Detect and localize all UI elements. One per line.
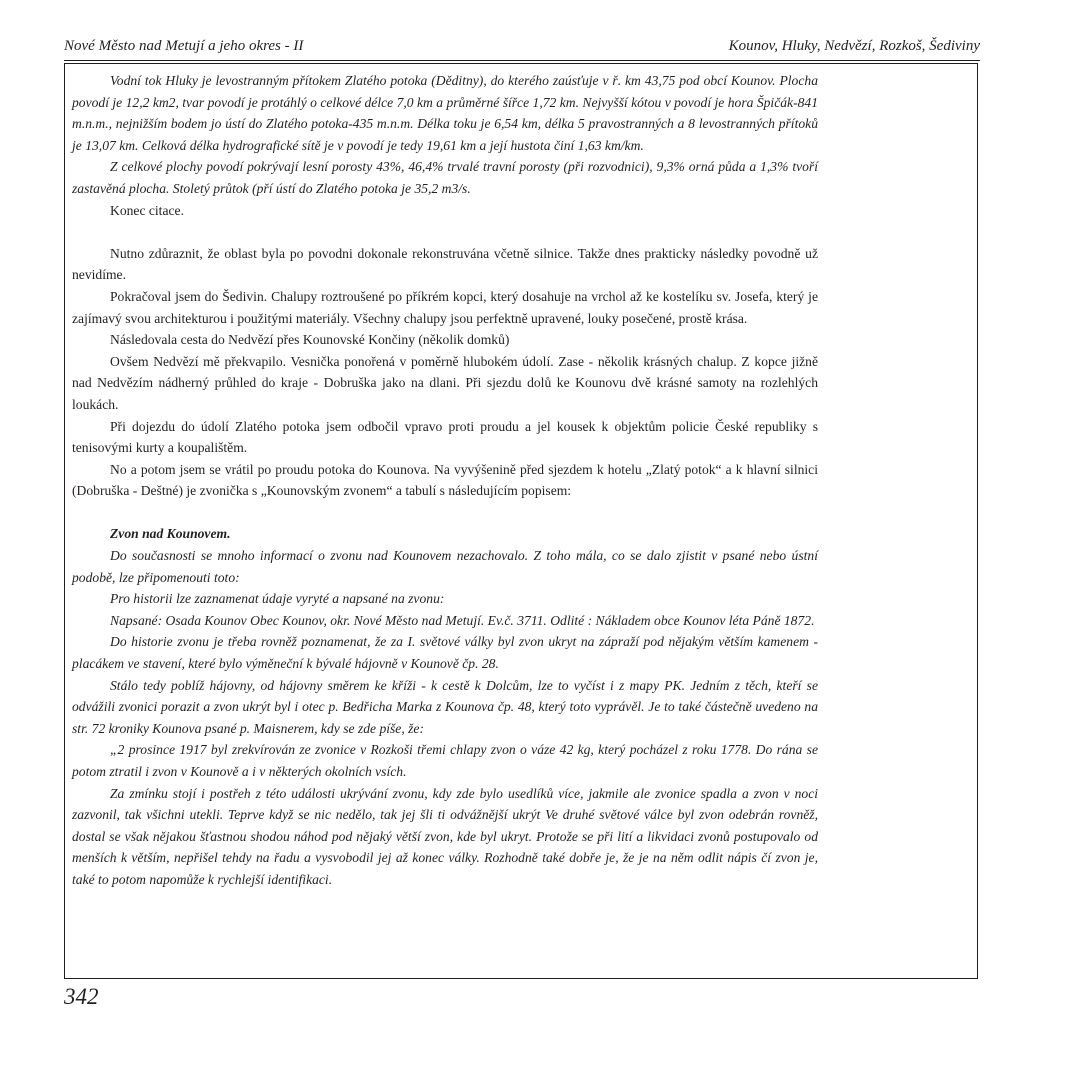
body-text (72, 70, 818, 891)
quote-paragraph: Napsané: Osada Kounov Obec Kounov, okr. Nové Město nad Metují. Ev.č. 3711. Odlité : Nákladem obce Kounov léta Páně 1872. (110, 612, 815, 628)
paragraph: Ovšem Nedvězí mě překvapilo. Vesnička ponořená v poměrně hlubokém údolí. Zase - několik krásných chalup. Z kopce jižně nad Nedvězím nádherný průhled do kraje - Dobruška jako na dlani. Při sjezdu dolů ke Kounovu dvě krásné samoty na rozlehlých loukách. (72, 353, 818, 412)
running-header-left: Nové Město nad Metují a jeho okres - II (64, 38, 304, 54)
section-title: Zvon nad Kounovem. (110, 526, 231, 542)
paragraph: Konec citace. (110, 202, 184, 218)
paragraph: Pokračoval jsem do Šedivin. Chalupy roztroušené po příkrém kopci, který dosahuje na vrchol až ke kostelíku sv. Josefa, který je zajímavý svou architekturou i použitými materiály. Všechny chalupy jsou perfektně upravené, louky posečené, prostě krása. (72, 288, 818, 326)
quote-paragraph: Do současnosti se mnoho informací o zvonu nad Kounovem nezachovalo. Z toho mála, co se dalo zjistit v psané nebo ústní podobě, lze připomenouti toto: (72, 548, 818, 585)
paragraph-gap (72, 502, 818, 524)
quote-paragraph: Za zmínku stojí i postřeh z této události ukrývání zvonu, kdy zde bylo usedlíků více, jakmile ale zvonice spadla a zvon v noci zazvonil, tak všichni utekli. Teprve když se nic nedělo, tak jej šli ti odvážnější ukrýt Ve druhé světové válce byl zvon odebrán rovněž, dostal se však nějakou šťastnou shodou náhod pod nějaký větší zvon, kde byl ukryt. Protože se při lití a likvidaci zvonů postupovalo od menších k větším, nepřišel tehdy na řadu a vysvobodil jej až konec války. Rozhodně také dobře je, že je na něm odlit nápis čí zvon je, také to potom napomůže k rychlejší identifikaci. (72, 785, 818, 887)
quote-paragraph: „2 prosince 1917 byl zrekvírován ze zvonice v Rozkoši třemi chlapy zvon o váze 42 kg, který pocházel z roku 1778. Do rána se potom ztratil i zvon v Kounově a i v některých okolních vsích. (72, 742, 818, 779)
quote-paragraph: Do historie zvonu je třeba rovněž poznamenat, že za I. světové války byl zvon ukryt na zápraží pod nějakým větším kamenem - placákem ve stavení, které bylo výměneční k bývalé hájovně v Kounově čp. 28. (72, 634, 818, 672)
paragraph: Nutno zdůraznit, že oblast byla po povodni dokonale rekonstruvána včetně silnice. Takže dnes prakticky následky povodně už nevidíme. (72, 245, 818, 283)
quote-paragraph: Z celkové plochy povodí pokrývají lesní porosty 43%, 46,4% trvalé travní porosty (při rozvodnici), 9,3% orná půda a 1,3% tvoří zastavěná plocha. Stoletý průtok (pří ústí do Zlatého potoka je 35,2 m3/s. (72, 159, 818, 196)
page-number: 342 (64, 984, 99, 1009)
quote-paragraph: Pro historii lze zaznamenat údaje vyryté a napsané na zvonu: (110, 591, 445, 607)
paragraph: No a potom jsem se vrátil po proudu potoka do Kounova. Na vyvýšenině před sjezdem k hotelu „Zlatý potok“ a k hlavní silnici (Dobruška - Deštné) je zvonička s „Kounovským zvonem“ a tabulí s následujícím popisem: (72, 461, 818, 499)
header-rule (64, 60, 980, 61)
quote-paragraph: Stálo tedy poblíž hájovny, od hájovny směrem ke kříži - k cestě k Dolcům, lze to vyčíst i z mapy PK. Jedním z těch, kteří se odvážili zvonici porazit a zvon ukrýt byl i otec p. Bedřicha Marka z Kounova čp. 48, který toto vyprávěl. Je to také částečně uvedeno na str. 72 kroniky Kounova psané p. Maisnerem, kdy se zde píše, že: (72, 677, 818, 736)
quote-paragraph: Vodní tok Hluky je levostranným přítokem Zlatého potoka (Děditny), do kterého zaúsťuje v ř. km 43,75 pod obcí Kounov. Plocha povodí je 12,2 km2, tvar povodí je protáhlý o celkové délce 7,0 km a průměrné šířce 1,72 km. Nejvyšší kótou v povodí je hora Špičák-841 m.n.m., nejnižším bodem jo ústí do Zlatého potoka-435 m.n.m. Délka toku je 6,54 km, délka 5 pravostranných a 8 levostranných přítoků je 13,07 km. Celková délka hydrografické sítě je v povodí je tedy 19,61 km a její hustota činí 1,63 km/km. (72, 73, 818, 153)
paragraph-gap (72, 221, 818, 243)
paragraph: Při dojezdu do údolí Zlatého potoka jsem odbočil vpravo proti proudu a jel kousek k objektům policie České republiky s tenisovými kurty a koupalištěm. (72, 418, 818, 456)
running-header-right: Kounov, Hluky, Nedvězí, Rozkoš, Šediviny (728, 38, 980, 54)
paragraph: Následovala cesta do Nedvězí přes Kounovské Končiny (několik domků) (110, 332, 510, 348)
